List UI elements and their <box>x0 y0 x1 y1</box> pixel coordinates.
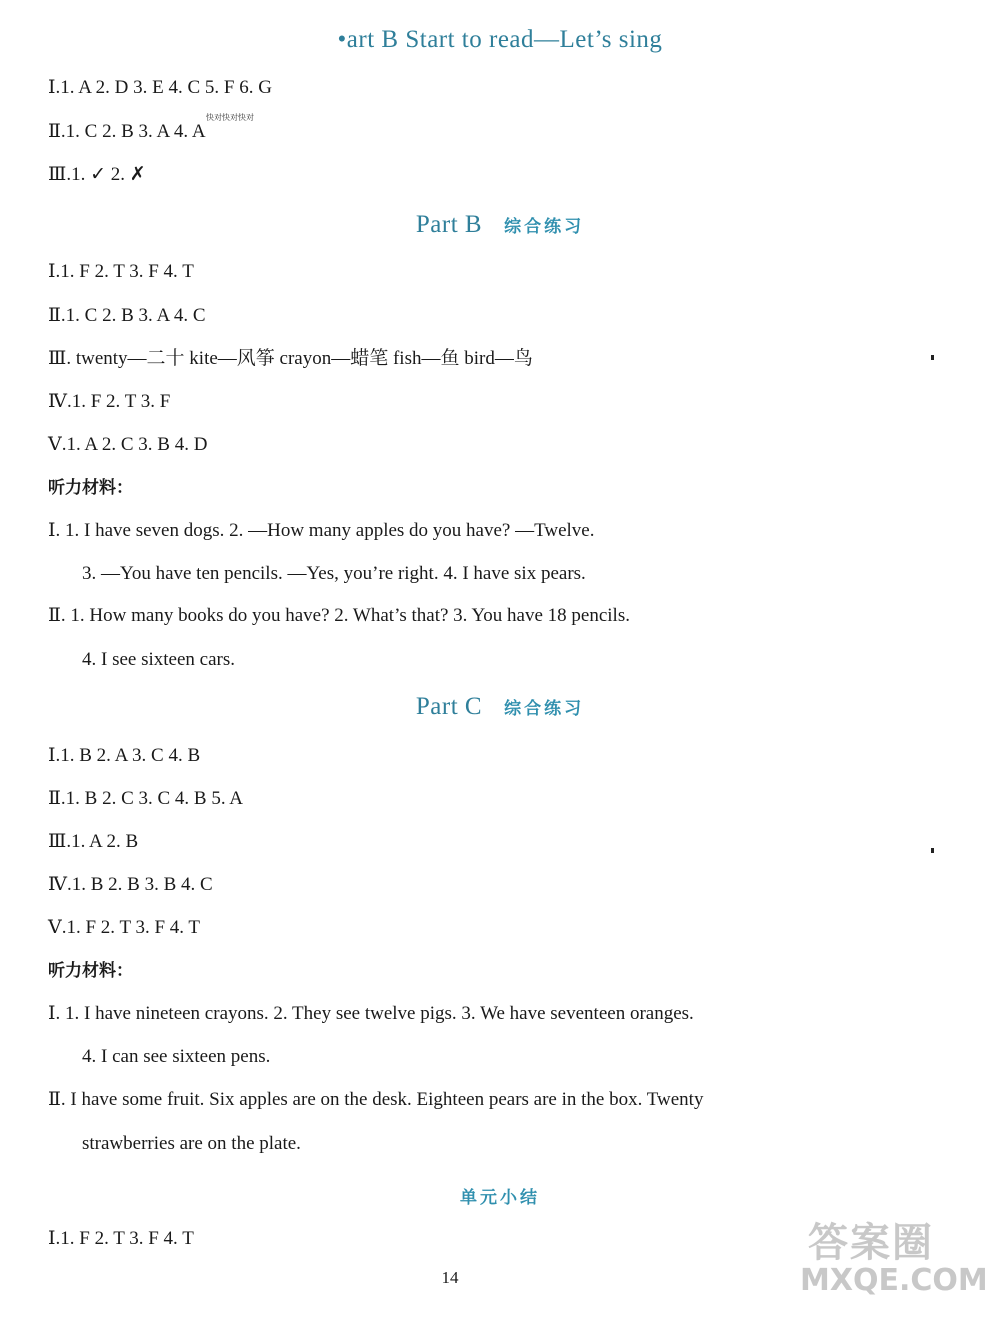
heading-part-label: Part B <box>415 211 483 238</box>
answer-line: Ⅱ.1. C 2. B 3. A 4. A <box>48 121 206 142</box>
answer-line: Ⅰ.1. B 2. A 3. C 4. B <box>48 745 201 766</box>
watermark-cn-text: 答案圈 <box>808 1220 934 1266</box>
answer-line: Ⅱ.1. B 2. C 3. C 4. B 5. A <box>48 788 244 809</box>
section-heading-start-to-read: •art B Start to read—Let’s sing <box>337 26 663 53</box>
answer-line: Ⅲ. twenty—二十 kite—风筝 crayon—蜡笔 fish—鱼 bird—鸟 <box>48 348 533 369</box>
answer-line: Ⅴ.1. F 2. T 3. F 4. T <box>48 917 201 938</box>
answer-line: Ⅰ.1. F 2. T 3. F 4. T <box>48 1228 194 1249</box>
listening-line: strawberries are on the plate. <box>82 1133 301 1154</box>
page-number: 14 <box>441 1268 459 1287</box>
answer-line: Ⅴ.1. A 2. C 3. B 4. D <box>48 434 208 455</box>
listening-material-label: 听力材料： <box>48 478 133 498</box>
handwritten-note: 快对快对快对 <box>206 113 254 122</box>
listening-line: Ⅱ. I have some fruit. Six apples are on the desk. Eighteen pears are in the box. Twenty <box>48 1089 704 1110</box>
answer-line: Ⅳ.1. F 2. T 3. F <box>48 391 171 412</box>
answer-line: Ⅰ.1. F 2. T 3. F 4. T <box>48 261 194 282</box>
listening-line: Ⅱ. 1. How many books do you have? 2. What’s that? 3. You have 18 pencils. <box>48 605 630 626</box>
watermark-logo <box>800 1211 990 1311</box>
heading-part-label: Part C <box>415 693 483 720</box>
watermark-en-text: MXQE.COM <box>800 1263 988 1298</box>
listening-line: Ⅰ. 1. I have nineteen crayons. 2. They see twelve pigs. 3. We have seventeen oranges. <box>48 1003 694 1024</box>
scan-speck <box>931 355 934 360</box>
section-heading-part-c <box>0 693 1000 721</box>
answer-line: Ⅳ.1. B 2. B 3. B 4. C <box>48 874 213 895</box>
listening-line: 4. I see sixteen cars. <box>82 649 235 670</box>
listening-material-label: 听力材料： <box>48 961 133 981</box>
listening-line: Ⅰ. 1. I have seven dogs. 2. —How many apples do you have? —Twelve. <box>48 520 595 541</box>
answer-line: Ⅲ.1. ✓ 2. ✗ <box>48 164 146 185</box>
answer-line: Ⅱ.1. C 2. B 3. A 4. C <box>48 305 206 326</box>
answer-line: Ⅲ.1. A 2. B <box>48 831 139 852</box>
answer-line: Ⅰ.1. A 2. D 3. E 4. C 5. F 6. G <box>48 77 272 98</box>
listening-line: 4. I can see sixteen pens. <box>82 1046 271 1067</box>
section-heading-unit-summary: 单元小结 <box>460 1188 540 1208</box>
listening-line: 3. —You have ten pencils. —Yes, you’re right. 4. I have six pears. <box>82 563 586 584</box>
heading-exercise-label: 综合练习 <box>504 217 585 237</box>
section-heading-part-b <box>0 211 1000 239</box>
scan-speck <box>931 848 934 853</box>
heading-exercise-label: 综合练习 <box>504 699 585 719</box>
